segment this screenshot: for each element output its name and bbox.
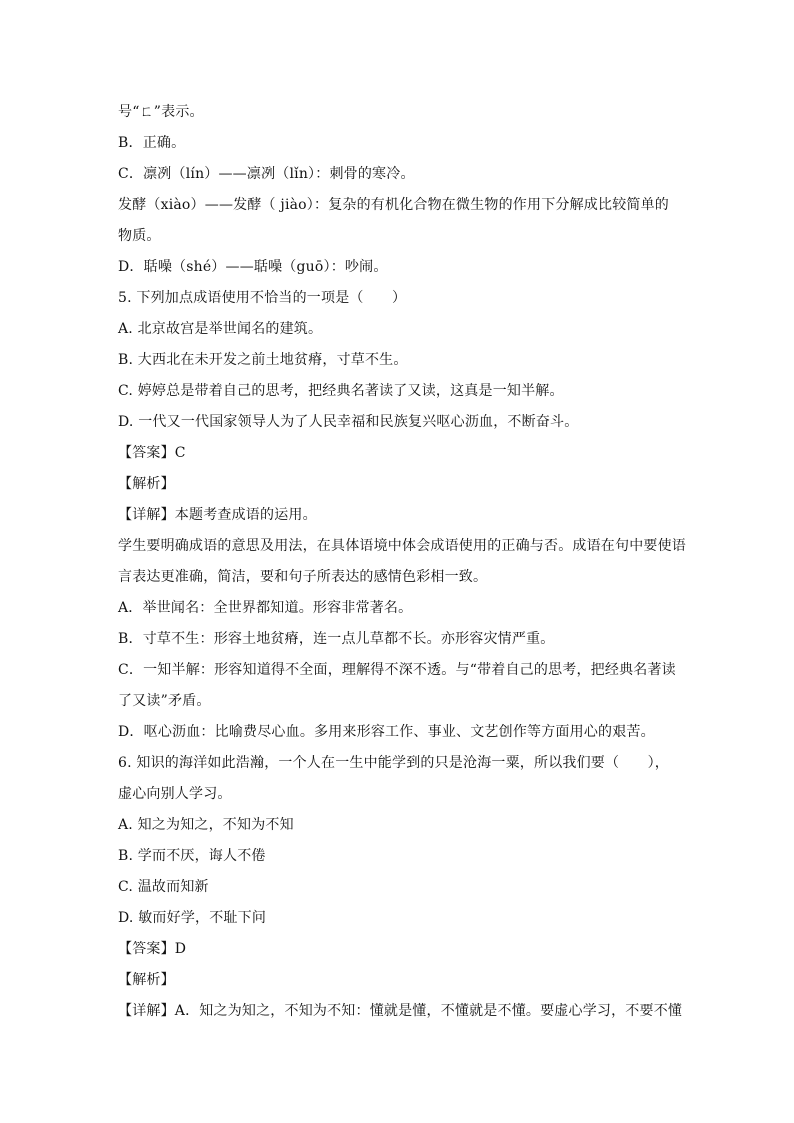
- text-line: C．一知半解：形容知道得不全面，理解得不深不透。与“带着自己的思考，把经典名著读: [118, 662, 676, 678]
- option-b: B. 学而不厌，诲人不倦: [118, 848, 266, 864]
- explanation-line: 【详解】A．知之为知之，不知为不知：懂就是懂，不懂就是不懂。要虚心学习，不要不懂: [118, 1003, 683, 1019]
- option-c: C. 婷婷总是带着自己的思考，把经典名著读了又读，这真是一知半解。: [118, 383, 564, 399]
- option-c: C. 温故而知新: [118, 879, 209, 895]
- analysis-heading: 【解析】: [118, 476, 175, 492]
- option-d: D. 一代又一代国家领导人为了人民幸福和民族复兴呕心沥血，不断奋斗。: [118, 414, 579, 430]
- text-line: D．呕心沥血：比喻费尽心血。多用来形容工作、事业、文艺创作等方面用心的艰苦。: [118, 724, 655, 740]
- option-a: A. 知之为知之，不知为不知: [118, 817, 294, 833]
- text-line: 号“ㄈ”表示。: [118, 104, 204, 120]
- text-line: B．寸草不生：形容土地贫瘠，连一点儿草都不长。亦形容灾情严重。: [118, 631, 555, 647]
- text-line: B．正确。: [118, 135, 186, 151]
- explanation-line: 【详解】本题考查成语的运用。: [118, 507, 317, 523]
- text-line: 了又读”矛盾。: [118, 693, 211, 709]
- analysis-heading: 【解析】: [118, 972, 175, 988]
- answer-line: 【答案】D: [118, 941, 187, 957]
- text-line: 言表达更准确，简洁，要和句子所表达的感情色彩相一致。: [118, 569, 488, 585]
- text-line: A．举世闻名：全世界都知道。形容非常著名。: [118, 600, 413, 616]
- text-line: D．聒噪（shé）——聒噪（guō）：吵闹。: [118, 259, 388, 275]
- option-a: A. 北京故宫是举世闻名的建筑。: [118, 321, 323, 337]
- question-stem: 5. 下列加点成语使用不恰当的一项是（ ）: [118, 290, 407, 306]
- text-line: 学生要明确成语的意思及用法，在具体语境中体会成语使用的正确与否。成语在句中要使语: [118, 538, 686, 554]
- option-d: D. 敏而好学，不耻下问: [118, 910, 267, 926]
- answer-line: 【答案】C: [118, 445, 186, 461]
- text-line: 虚心向别人学习。: [118, 786, 232, 802]
- text-line: C．凛冽（lín）——凛冽（lǐn）：刺骨的寒冷。: [118, 166, 415, 182]
- text-line: 物质。: [118, 228, 161, 244]
- text-line: 发酵（xiào）——发酵（ jiào）：复杂的有机化合物在微生物的作用下分解成比较简单的: [118, 197, 669, 213]
- question-stem: 6. 知识的海洋如此浩瀚，一个人在一生中能学到的只是沧海一粟，所以我们要（ ），: [118, 755, 670, 771]
- option-b: B. 大西北在未开发之前土地贫瘠，寸草不生。: [118, 352, 408, 368]
